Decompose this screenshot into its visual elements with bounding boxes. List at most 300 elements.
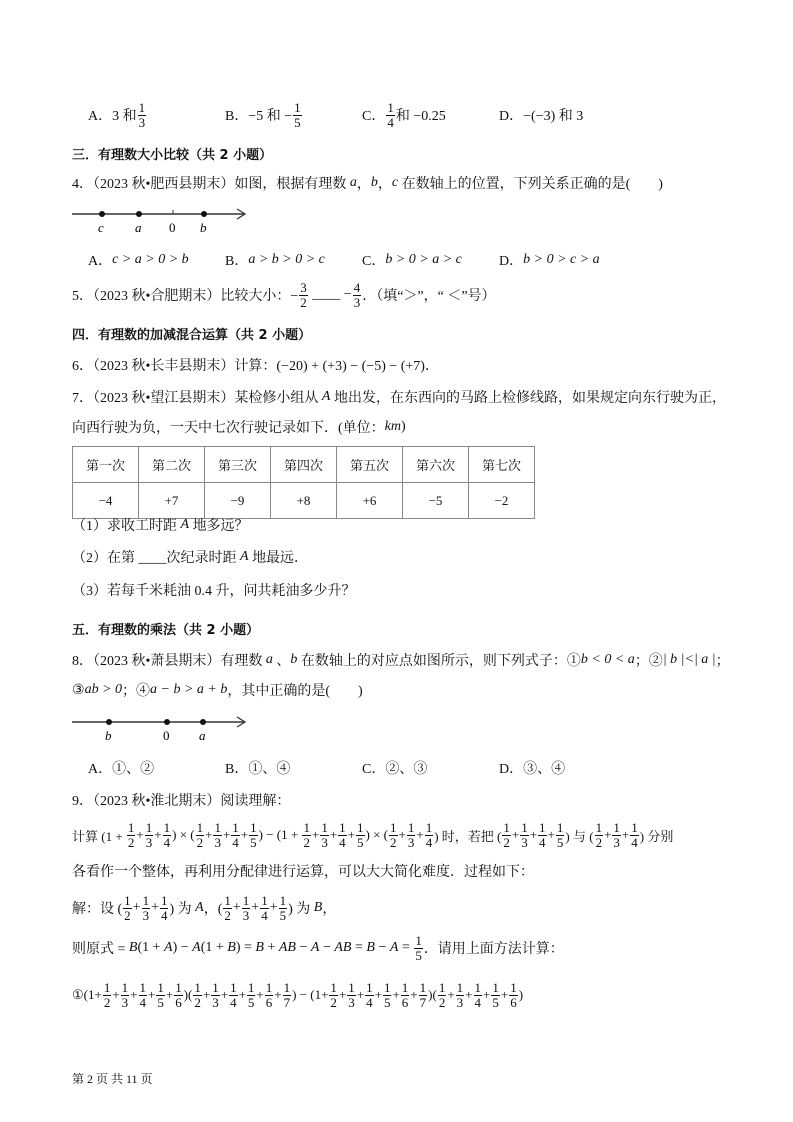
fraction — [231, 821, 240, 850]
option-D[interactable] — [499, 758, 636, 778]
q8-options — [88, 753, 636, 783]
numerator: 1 — [250, 819, 257, 835]
numerator: 1 — [492, 979, 499, 995]
driving-record-table — [72, 446, 535, 519]
math-variable: A — [240, 549, 249, 564]
denominator: 3 — [348, 994, 355, 1010]
table-cell: −4 — [73, 483, 139, 519]
text: + — [347, 827, 355, 842]
table-cell: +6 — [337, 483, 403, 519]
text: ；② — [634, 654, 663, 669]
text: + — [356, 987, 365, 1002]
numerator: 1 — [139, 979, 147, 995]
text: + — [398, 827, 406, 842]
text: + — [338, 987, 347, 1002]
text: 6．（2023 秋•长丰县期末）计算：(−20) + (+3) − (−5) − (+7)． — [72, 359, 439, 374]
math-variable: A — [180, 517, 190, 532]
fraction — [123, 894, 132, 923]
numerator: 1 — [242, 892, 250, 908]
text: 9．（2023 秋•淮北期末）阅读理解： — [72, 794, 291, 809]
numerator: 1 — [390, 819, 397, 835]
numerator: 1 — [407, 819, 415, 835]
denominator: 4 — [139, 994, 147, 1010]
denominator: 4 — [539, 834, 546, 850]
section-5-heading: 五．有理数的乘法（共 2 小题） — [72, 622, 260, 638]
denominator: 7 — [419, 994, 427, 1010]
text: + — [416, 827, 424, 842]
text: + — [165, 987, 174, 1002]
denominator: 4 — [339, 834, 346, 850]
denominator: 3 — [353, 294, 361, 310]
denominator: 4 — [425, 834, 433, 850]
text: + — [392, 987, 400, 1002]
fraction — [193, 981, 202, 1010]
fraction — [229, 981, 238, 1010]
fraction — [279, 894, 288, 923]
text: + — [483, 987, 491, 1002]
question-4 — [72, 168, 663, 198]
table-cell: −2 — [469, 483, 535, 519]
fraction — [407, 821, 416, 850]
text: B． — [225, 254, 249, 269]
text: ．请用上面方法计算： — [423, 942, 564, 957]
denominator: 4 — [631, 834, 638, 850]
math-variable: A — [195, 900, 204, 915]
text: ) 时，若把 ( — [434, 828, 502, 844]
math-variable: a − b > a + b — [150, 682, 228, 697]
fraction — [383, 981, 392, 1010]
text: ) = — [235, 940, 256, 955]
denominator: 4 — [163, 834, 171, 850]
math-variable: AB — [278, 940, 296, 955]
fraction — [247, 981, 256, 1010]
numerator: 1 — [124, 892, 131, 908]
option-C[interactable] — [362, 758, 499, 778]
option-B[interactable] — [225, 758, 362, 778]
text: 解：设 ( — [72, 902, 123, 917]
question-7-part-3 — [72, 575, 356, 605]
math-variable: B — [366, 940, 375, 955]
numerator: 1 — [357, 819, 364, 835]
denominator: 2 — [438, 994, 446, 1010]
question-9-line-4 — [72, 933, 564, 963]
text: + — [511, 827, 520, 842]
numerator: 1 — [103, 979, 111, 995]
math-variable: | b |<| a | — [662, 652, 716, 667]
numerator: 1 — [279, 892, 287, 908]
fraction — [338, 821, 347, 850]
text: + — [238, 987, 246, 1002]
fraction — [419, 981, 428, 1010]
fraction — [353, 281, 362, 310]
fraction — [347, 981, 356, 1010]
text: ____ − — [308, 287, 352, 302]
text: + — [374, 987, 382, 1002]
text: 计算 (1 + — [72, 828, 126, 844]
section-4-heading: 四．有理数的加减混合运算（共 2 小题） — [72, 327, 312, 343]
denominator: 3 — [613, 834, 620, 850]
axis-label-b: b — [200, 220, 207, 235]
text: 各看作一个整体，再利用分配律进行运算，可以大大简化难度．过程如下： — [72, 865, 534, 880]
fraction — [612, 821, 621, 850]
table-header-cell: 第三次 — [205, 447, 271, 483]
text: 在数轴上的位置，下列关系正确的是( ) — [398, 177, 663, 192]
fraction — [160, 894, 169, 923]
text: 4．（2023 秋•肥西县期末）如图，根据有理数 — [72, 177, 350, 192]
denominator: 5 — [247, 994, 255, 1010]
text: ) 与 ( — [565, 828, 594, 844]
denominator: 6 — [175, 994, 182, 1010]
text: + — [112, 987, 120, 1002]
section-3-heading: 三．有理数大小比较（共 2 小题） — [72, 147, 273, 163]
numerator: 1 — [330, 979, 337, 995]
fraction — [302, 821, 311, 850]
text: + — [263, 940, 279, 955]
text: 地多远？ — [189, 519, 249, 534]
numerator: 1 — [196, 819, 204, 835]
q4-number-line — [72, 203, 252, 237]
axis-label-c: c — [98, 220, 104, 235]
math-variable: km — [384, 419, 401, 434]
denominator: 3 — [456, 994, 464, 1010]
text: + — [604, 827, 612, 842]
text: ) — [518, 987, 524, 1002]
fraction — [438, 981, 447, 1010]
math-variable: c — [391, 175, 399, 190]
fraction — [538, 821, 547, 850]
text: + — [148, 987, 156, 1002]
numerator: 1 — [425, 819, 433, 835]
denominator: 4 — [366, 994, 373, 1010]
text: ，( — [203, 902, 223, 917]
math-variable: A — [164, 940, 173, 955]
axis-label-a: a — [135, 220, 142, 235]
table-header-row — [73, 447, 535, 483]
denominator: 5 — [383, 994, 391, 1010]
option-A[interactable] — [88, 758, 225, 778]
numerator: 1 — [232, 819, 239, 835]
numerator: 1 — [145, 819, 153, 835]
math-variable: b — [370, 175, 378, 190]
numerator: 1 — [160, 892, 168, 908]
math-variable: A — [310, 940, 320, 955]
text: )( — [428, 987, 437, 1002]
fraction — [502, 821, 511, 850]
numerator: 1 — [366, 979, 373, 995]
fraction — [260, 894, 269, 923]
denominator: 5 — [357, 834, 364, 850]
numerator: 1 — [127, 819, 135, 835]
fraction — [127, 821, 136, 850]
denominator: 4 — [160, 907, 168, 923]
denominator: 2 — [196, 834, 204, 850]
math-variable: b > 0 > a > c — [385, 252, 462, 267]
text: + — [220, 987, 229, 1002]
fraction — [630, 821, 639, 850]
option-A[interactable] — [88, 250, 225, 270]
denominator: 2 — [390, 834, 397, 850]
text: = — [398, 940, 414, 955]
text: + — [465, 987, 473, 1002]
fraction — [595, 821, 604, 850]
text: ③ — [72, 682, 85, 698]
text: 、 — [272, 654, 291, 669]
text: （3）若每千米耗油 0.4 升，问共耗油多少升？ — [72, 584, 356, 599]
text: C．②、③ — [362, 762, 428, 777]
math-variable: a — [349, 175, 357, 190]
text: 5．（2023 秋•合肥期末）比较大小：− — [72, 289, 299, 304]
table-header-cell: 第五次 — [337, 447, 403, 483]
fraction — [389, 821, 398, 850]
text: ，其中正确的是( ) — [227, 684, 363, 699]
numerator: 4 — [353, 279, 361, 295]
fraction — [414, 934, 423, 963]
denominator: 5 — [294, 114, 301, 130]
math-variable: b > 0 > c > a — [523, 252, 600, 267]
question-5 — [72, 280, 496, 310]
option-B[interactable] — [225, 250, 362, 270]
text: 8．（2023 秋•萧县期末）有理数 — [72, 654, 266, 669]
denominator: 3 — [121, 994, 129, 1010]
option-C[interactable] — [362, 101, 499, 130]
text: + — [311, 827, 320, 842]
axis-label-0: 0 — [169, 220, 176, 235]
numerator: 1 — [503, 819, 510, 835]
text: 地出发，在东西向的马路上检修线路，如果规定向东行驶为正， — [330, 391, 726, 406]
numerator: 1 — [294, 99, 301, 115]
fraction — [196, 821, 205, 850]
text: （2）在第 ____次纪录时距 — [72, 551, 240, 566]
text: ) — [401, 419, 406, 434]
text: ) − (1 + — [258, 827, 302, 842]
text: + — [130, 987, 138, 1002]
text: + — [132, 900, 141, 915]
numerator: 1 — [521, 819, 528, 835]
text: D．③、④ — [499, 762, 566, 777]
text: + — [251, 900, 260, 915]
denominator: 2 — [124, 907, 131, 923]
text: + — [205, 827, 213, 842]
text: ， — [322, 902, 337, 917]
question-6 — [72, 350, 439, 380]
question-7-part-1 — [72, 510, 249, 540]
fraction — [142, 894, 151, 923]
question-8-cont — [72, 675, 363, 705]
question-9 — [72, 785, 290, 815]
page-footer: 第 2 页 共 11 页 — [72, 1072, 153, 1086]
axis-label-b: b — [105, 728, 112, 743]
fraction — [139, 981, 148, 1010]
math-variable: B — [227, 940, 236, 955]
denominator: 3 — [142, 907, 150, 923]
fraction — [320, 821, 329, 850]
numerator: 1 — [194, 979, 201, 995]
denominator: 3 — [321, 834, 328, 850]
text: ) 分别 — [639, 828, 674, 844]
denominator: 7 — [283, 994, 291, 1010]
numerator: 1 — [383, 979, 391, 995]
text: + — [547, 827, 555, 842]
numerator: 1 — [339, 819, 346, 835]
denominator: 2 — [103, 994, 111, 1010]
denominator: 4 — [387, 114, 394, 130]
numerator: 1 — [631, 819, 638, 835]
denominator: 3 — [521, 834, 528, 850]
denominator: 4 — [474, 994, 481, 1010]
numerator: 1 — [212, 979, 219, 995]
text: C． — [362, 254, 386, 269]
text: 在数轴上的对应点如图所示，则下列式子：① — [297, 654, 581, 669]
fraction — [356, 821, 365, 850]
question-8 — [72, 645, 730, 675]
math-variable: A — [192, 940, 201, 955]
text: + — [202, 987, 211, 1002]
text: + — [621, 827, 630, 842]
table-cell: −9 — [205, 483, 271, 519]
text: B．−5 和 − — [225, 109, 293, 124]
fraction — [121, 981, 130, 1010]
text: 地最远． — [248, 551, 309, 566]
option-D[interactable] — [499, 105, 636, 125]
denominator: 2 — [127, 834, 135, 850]
text: 向西行驶为负，一天中七次行驶记录如下．(单位： — [72, 421, 385, 436]
fraction — [283, 981, 292, 1010]
numerator: 1 — [415, 932, 422, 948]
numerator: 1 — [438, 979, 446, 995]
math-variable: a > b > 0 > c — [248, 252, 325, 267]
fraction — [249, 821, 258, 850]
numerator: 1 — [224, 892, 231, 908]
option-B[interactable] — [225, 101, 362, 130]
numerator: 1 — [456, 979, 464, 995]
table-cell: +7 — [139, 483, 205, 519]
table-header-cell: 第二次 — [139, 447, 205, 483]
text: ) × ( — [365, 827, 388, 842]
text: A． — [88, 254, 113, 269]
text: ．（填“＞”，“ ＜”号） — [362, 289, 496, 304]
numerator: 1 — [321, 819, 328, 835]
question-7 — [72, 382, 726, 412]
denominator: 3 — [212, 994, 219, 1010]
denominator: 3 — [214, 834, 221, 850]
table-header-cell: 第七次 — [469, 447, 535, 483]
denominator: 3 — [138, 114, 146, 130]
text: ， — [356, 177, 371, 192]
denominator: 2 — [595, 834, 603, 850]
denominator: 2 — [224, 907, 231, 923]
numerator: 1 — [303, 819, 310, 835]
text: + — [500, 987, 509, 1002]
math-variable: ab > 0 — [84, 682, 123, 697]
fraction — [242, 894, 251, 923]
numerator: 1 — [419, 979, 427, 995]
fraction — [520, 821, 529, 850]
numerator: 1 — [138, 99, 146, 115]
denominator: 6 — [401, 994, 409, 1010]
denominator: 3 — [407, 834, 415, 850]
question-7-part-2 — [72, 542, 308, 572]
text: （1）求收工时距 — [72, 519, 181, 534]
math-variable: A — [389, 940, 399, 955]
numerator: 1 — [230, 979, 237, 995]
text: )( — [183, 987, 193, 1002]
numerator: 1 — [157, 979, 164, 995]
axis-label-a: a — [199, 728, 206, 743]
numerator: 1 — [283, 979, 291, 995]
question-9-line-1 — [72, 820, 673, 850]
numerator: 3 — [300, 279, 307, 295]
denominator: 5 — [492, 994, 499, 1010]
math-variable: AB — [334, 940, 352, 955]
text: + — [222, 827, 231, 842]
math-variable: b — [290, 652, 298, 667]
table-cell: −5 — [403, 483, 469, 519]
option-C[interactable] — [362, 250, 499, 270]
fraction — [474, 981, 483, 1010]
text: ；④ — [122, 684, 151, 699]
denominator: 2 — [300, 294, 307, 310]
text: A．3 和 — [88, 109, 137, 124]
text: + — [410, 987, 418, 1002]
option-A[interactable] — [88, 101, 225, 130]
denominator: 4 — [261, 907, 268, 923]
numerator: 1 — [348, 979, 355, 995]
table-cell: +8 — [271, 483, 337, 519]
denominator: 4 — [230, 994, 237, 1010]
question-9-line-3 — [72, 893, 336, 923]
q3-options — [88, 100, 636, 130]
fraction — [213, 821, 222, 850]
text: + — [136, 827, 144, 842]
text: B．①、④ — [225, 762, 291, 777]
text: = — [351, 940, 367, 955]
math-variable: A — [321, 389, 331, 404]
numerator: 1 — [247, 979, 255, 995]
math-variable: b < 0 < a — [580, 652, 635, 667]
denominator: 5 — [279, 907, 287, 923]
denominator: 5 — [415, 947, 422, 963]
text: + — [329, 827, 338, 842]
question-9-exercise-1 — [72, 980, 523, 1010]
fraction — [365, 981, 374, 1010]
denominator: 5 — [157, 994, 164, 1010]
numerator: 1 — [121, 979, 129, 995]
option-D[interactable] — [499, 250, 636, 270]
text: + — [529, 827, 538, 842]
text: 则原式 = — [72, 942, 129, 957]
text: + — [240, 827, 249, 842]
fraction — [401, 981, 410, 1010]
q4-options — [88, 245, 636, 275]
question-7-cont — [72, 412, 406, 442]
q8-number-line — [72, 712, 252, 746]
text: ) − — [172, 940, 193, 955]
fraction — [163, 821, 172, 850]
denominator: 2 — [194, 994, 201, 1010]
numerator: 1 — [401, 979, 409, 995]
table-header-cell: 第一次 — [73, 447, 139, 483]
text: ) 为 — [169, 902, 196, 917]
text: D．−(−3) 和 3 — [499, 109, 584, 124]
numerator: 1 — [539, 819, 546, 835]
numerator: 1 — [163, 819, 171, 835]
fraction — [329, 981, 338, 1010]
table-header-cell: 第四次 — [271, 447, 337, 483]
text: A．①、② — [88, 762, 155, 777]
fraction — [138, 101, 147, 130]
fraction — [211, 981, 220, 1010]
math-variable: a — [265, 652, 273, 667]
